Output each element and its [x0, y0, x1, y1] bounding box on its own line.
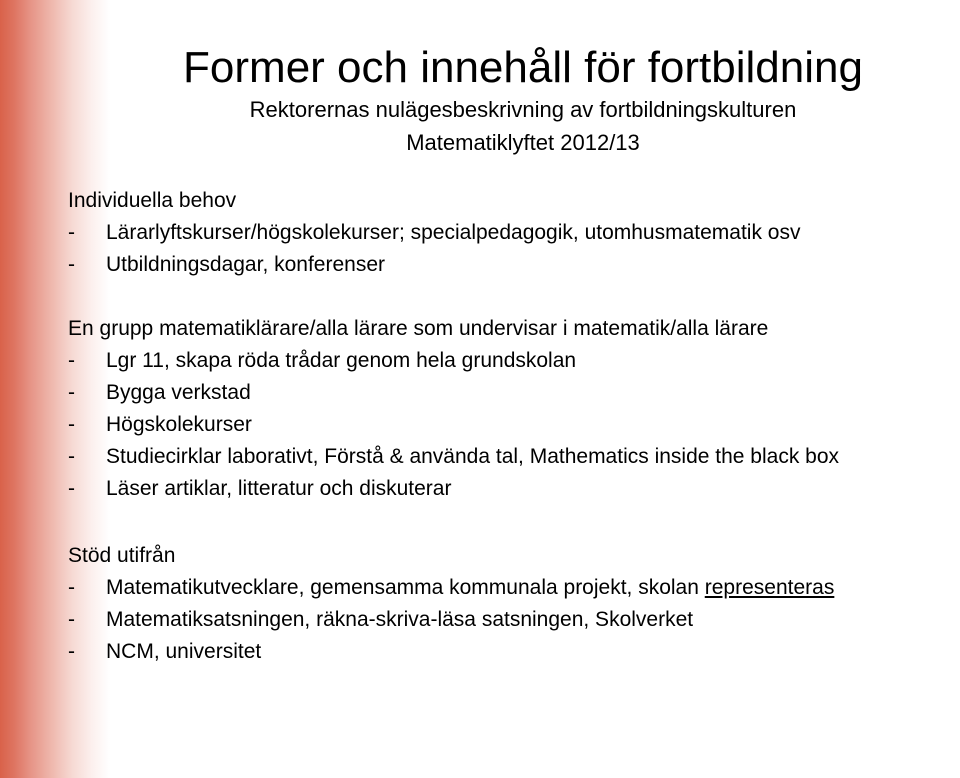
list-item-text: Studiecirklar laborativt, Förstå & använda tal, Mathematics inside the black box [106, 445, 840, 468]
bullet-dash: - [68, 221, 75, 244]
list-item [68, 572, 960, 604]
list-item-text: Lärarlyftskurser/högskolekurser; specialpedagogik, utomhusmatematik osv [106, 221, 801, 244]
bullet-dash: - [68, 349, 75, 372]
slide-title: Former och innehåll för fortbildning [183, 43, 863, 92]
section-individual-needs [68, 185, 960, 281]
bullet-list [68, 572, 960, 668]
bullet-dash: - [68, 477, 75, 500]
list-item [68, 249, 960, 281]
bullet-list [68, 345, 960, 505]
list-item-text-main: Matematikutvecklare, gemensamma kommunala projekt, skolan [106, 576, 705, 599]
list-item-text: Utbildningsdagar, konferenser [106, 253, 386, 276]
list-item [68, 217, 960, 249]
list-item-text: Bygga verkstad [106, 381, 251, 404]
bullet-dash: - [68, 445, 75, 468]
list-item-text: Högskolekurser [106, 413, 252, 436]
section-external-support [68, 540, 960, 668]
section-heading: En grupp matematiklärare/alla lärare som undervisar i matematik/alla lärare [68, 317, 769, 340]
bullet-dash: - [68, 576, 75, 599]
list-item-text [106, 572, 834, 604]
list-item-text: Läser artiklar, litteratur och diskuterar [106, 477, 452, 500]
list-item [68, 409, 960, 441]
list-item [68, 345, 960, 377]
list-item-text: Lgr 11, skapa röda trådar genom hela grundskolan [106, 349, 577, 372]
list-item [68, 604, 960, 636]
bullet-list [68, 217, 960, 281]
slide-subtitle-project: Matematiklyftet 2012/13 [406, 130, 640, 155]
slide-subtitle: Rektorernas nulägesbeskrivning av fortbildningskulturen [249, 97, 797, 122]
bullet-dash: - [68, 608, 75, 631]
section-heading: Stöd utifrån [68, 544, 176, 567]
list-item-text: Matematiksatsningen, räkna-skriva-läsa satsningen, Skolverket [106, 608, 694, 631]
list-item-text: NCM, universitet [106, 640, 262, 663]
list-item [68, 377, 960, 409]
list-item [68, 473, 960, 505]
underlined-word: representeras [704, 576, 835, 599]
bullet-dash: - [68, 381, 75, 404]
section-teacher-group [68, 313, 960, 505]
section-heading: Individuella behov [68, 189, 237, 212]
bullet-dash: - [68, 640, 75, 663]
bullet-dash: - [68, 413, 75, 436]
list-item [68, 441, 960, 473]
bullet-dash: - [68, 253, 75, 276]
list-item [68, 636, 960, 668]
